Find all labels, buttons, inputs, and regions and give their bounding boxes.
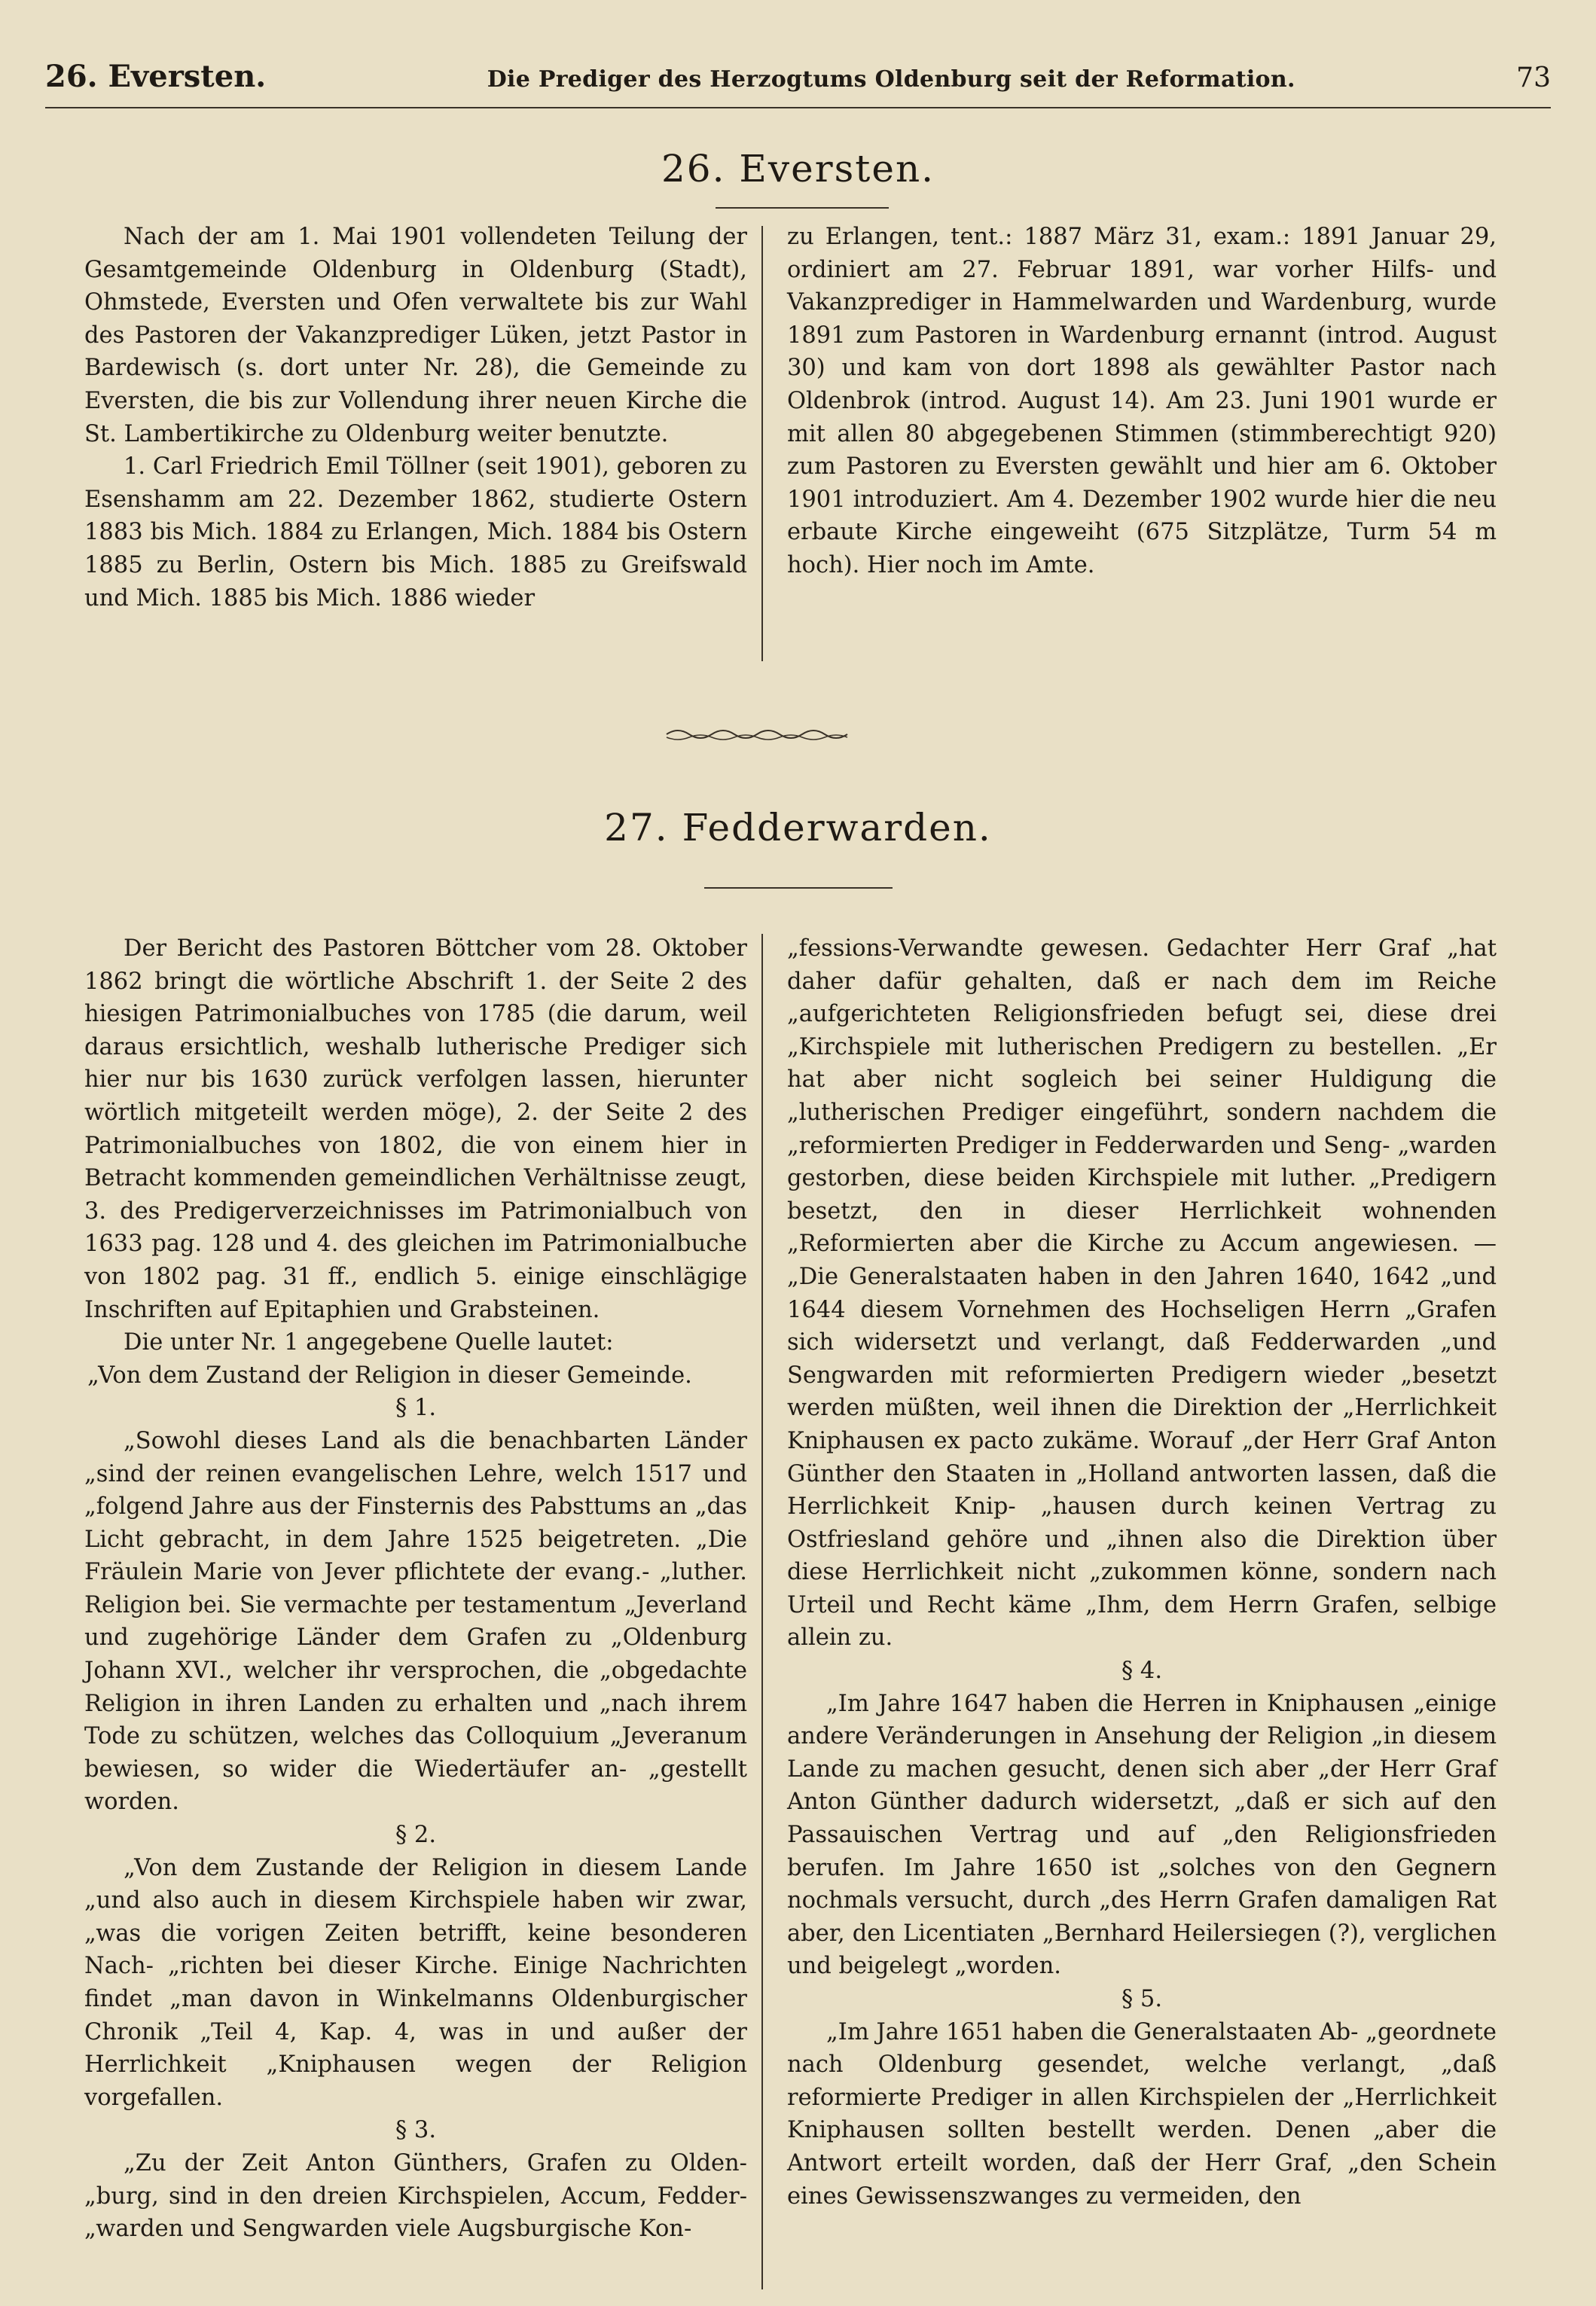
header-rule [45, 107, 1551, 108]
paragraph-4-text: „Im Jahre 1647 haben die Herren in Kniphausen „einige andere Veränderungen in Ansehung der Religion „in diesem Lande zu machen gesucht, denen sich aber „der Herr Graf Anton Günther dadurch widersetzt, „daß er sich auf den Passauischen Vertrag und auf „den Religionsfrieden berufen. Im Jahre 1650 ist „solches von den Gegnern nochmals versucht, durch „des Herrn Grafen damaligen Rat aber, den Licentiaten „Bernhard Heilersiegen (?), verglichen und beigelegt „worden. [787, 1690, 1497, 1980]
paragraph-3-heading: § 3. [395, 2117, 437, 2144]
section-27-source-intro: Die unter Nr. 1 angegebene Quelle lautet: [124, 1329, 614, 1356]
section-26-paragraph-2: 1. Carl Friedrich Emil Töllner (seit 1901), geboren zu Esenshamm am 22. Dezember 1862, studierte Ostern 1883 bis Mich. 1884 zu Erlangen, Mich. 1884 bis Ostern 1885 zu Berlin, Ostern bis Mich. 1885 zu Greifswald und Mich. 1885 bis Mich. 1886 wieder [84, 453, 747, 612]
section-26-column-right [787, 221, 1497, 582]
paragraph-4-heading: § 4. [1121, 1658, 1163, 1685]
section-26-paragraph-3: zu Erlangen, tent.: 1887 März 31, exam.: 1891 Januar 29, ordiniert am 27. Februar 1891, war vorher Hilfs- und Vakanzprediger in Hammelwarden und Wardenburg, wurde 1891 zum Pastoren in Wardenburg ernannt (introd. August 30) und kam von dort 1898 als gewählter Pastor nach Oldenbrok (introd. August 14). Am 23. Juni 1901 wurde er mit allen 80 abgegebenen Stimmen (stimmberechtigt 920) zum Pastoren zu Eversten gewählt und hier am 6. Oktober 1901 introduziert. Am 4. Dezember 1902 wurde hier die neu erbaute Kirche eingeweiht (675 Sitzplätze, Turm 54 m hoch). Hier noch im Amte. [787, 224, 1497, 578]
section-26-title-rule [716, 207, 889, 209]
section-26-paragraph-1: Nach der am 1. Mai 1901 vollendeten Teilung der Gesamtgemeinde Oldenburg in Oldenburg (Stadt), Ohmstede, Eversten und Ofen verwaltete bis zur Wahl des Pastoren der Vakanzprediger Lüken, jetzt Pastor in Bardewisch (s. dort unter Nr. 28), die Gemeinde zu Eversten, die bis zur Vollendung ihrer neuen Kirche die St. Lambertikirche zu Oldenburg weiter benutzte. [84, 224, 747, 447]
page-number: 73 [1516, 63, 1551, 93]
running-head-left: 26. Eversten. [45, 59, 267, 94]
section-27-title-rule [704, 887, 893, 889]
paragraph-2-heading: § 2. [395, 1822, 437, 1849]
section-27-column-right [787, 932, 1497, 2213]
paragraph-5-heading: § 5. [1121, 1986, 1163, 2012]
paragraph-3-text: „Zu der Zeit Anton Günthers, Grafen zu Olden- „burg, sind in den dreien Kirchspielen, Accum, Fedder- „warden und Sengwarden viele Augsburgische Kon- [84, 2149, 747, 2243]
section-27-intro: Der Bericht des Pastoren Böttcher vom 28. Oktober 1862 bringt die wörtliche Abschrift 1. der Seite 2 des hiesigen Patrimonialbuches von 1785 (die darum, weil daraus ersichtlich, weshalb lutherische Prediger sich hier nur bis 1630 zurück verfolgen lassen, hierunter wörtlich mitgeteilt werden möge), 2. der Seite 2 des Patrimonialbuches von 1802, die von einem hier in Betracht kommenden gemeindlichen Verhältnisse zeugt, 3. des Predigerverzeichnisses im Patrimonialbuch von 1633 pag. 128 und 4. des gleichen im Patrimonialbuche von 1802 pag. 31 ff., endlich 5. einige einschlägige Inschriften auf Epitaphien und Grabsteinen. [84, 935, 747, 1323]
paragraph-5-text: „Im Jahre 1651 haben die Generalstaaten Ab- „geordnete nach Oldenburg gesendet, welche verlangt, „daß reformierte Prediger in allen Kirchspielen der „Herrlichkeit Kniphausen sollten bestellt werden. Denen „aber die Antwort erteilt worden, daß der Herr Graf, „den Schein eines Gewissenszwanges zu vermeiden, den [787, 2018, 1497, 2210]
section-26-title: 26. Eversten. [661, 147, 935, 191]
quote-title: „Von dem Zustand der Religion in dieser Gemeinde. [87, 1362, 692, 1389]
section-26-column-divider [761, 226, 763, 661]
section-27-column-divider [761, 934, 763, 2289]
running-head [45, 59, 1551, 104]
paragraph-1-text: „Sowohl dieses Land als die benachbarten Länder „sind der reinen evangelischen Lehre, welch 1517 und „folgend Jahre aus der Finsternis des Pabsttums an „das Licht gebracht, in dem Jahre 1525 beigetreten. „Die Fräulein Marie von Jever pflichtete der evang.- „luther. Religion bei. Sie vermachte per testamentum „Jeverland und zugehörige Länder dem Grafen zu „Oldenburg Johann XVI., welcher ihr versprochen, die „obgedachte Religion in ihren Landen zu erhalten und „nach ihrem Tode zu schützen, welches das Colloquium „Jeveranum bewiesen, so wider die Wiedertäufer an- „gestellt worden. [84, 1427, 747, 1816]
ornamental-divider [663, 719, 859, 749]
paragraph-1-heading: § 1. [395, 1395, 437, 1422]
paragraph-2-text: „Von dem Zustande der Religion in diesem Lande „und also auch in diesem Kirchspiele haben wir zwar, „was die vorigen Zeiten betrifft, keine besonderen Nach- „richten bei dieser Kirche. Einige Nachrichten findet „man davon in Winkelmanns Oldenburgischer Chronik „Teil 4, Kap. 4, was in und außer der Herrlichkeit „Kniphausen wegen der Religion vorgefallen. [84, 1854, 747, 2111]
paragraph-3-continued: „fessions-Verwandte gewesen. Gedachter Herr Graf „hat daher dafür gehalten, daß er nach dem im Reiche „aufgerichteten Religionsfrieden befugt sei, diese drei „Kirchspiele mit lutherischen Predigern zu bestellen. „Er hat aber nicht sogleich bei seiner Huldigung die „lutherischen Prediger eingeführt, sondern nachdem die „reformierten Prediger in Fedderwarden und Seng- „warden gestorben, diese beiden Kirchspiele mit luther. „Predigern besetzt, den in dieser Herrlichkeit wohnenden „Reformierten aber die Kirche zu Accum angewiesen. — „Die Generalstaaten haben in den Jahren 1640, 1642 „und 1644 diesem Vornehmen des Hochseligen Herrn „Grafen sich widersetzt und verlangt, daß Fedderwarden „und Sengwarden mit reformierten Predigern wieder „besetzt werden müßten, weil ihnen die Direktion der „Herrlichkeit Kniphausen ex pacto zukäme. Worauf „der Herr Graf Anton Günther den Staaten in „Holland antworten lassen, daß die Herrlichkeit Knip- „hausen durch keinen Vertrag zu Ostfriesland gehöre und „ihnen also die Direktion über diese Herrlichkeit nicht „zukommen könne, sondern nach Urteil und Recht käme „Ihm, dem Herrn Grafen, selbige allein zu. [787, 935, 1497, 1652]
running-head-title: Die Prediger des Herzogtums Oldenburg seit der Reformation. [487, 66, 1295, 93]
section-27-title: 27. Fedderwarden. [604, 806, 992, 849]
section-27-column-left [84, 932, 747, 2246]
section-26-column-left [84, 221, 747, 615]
